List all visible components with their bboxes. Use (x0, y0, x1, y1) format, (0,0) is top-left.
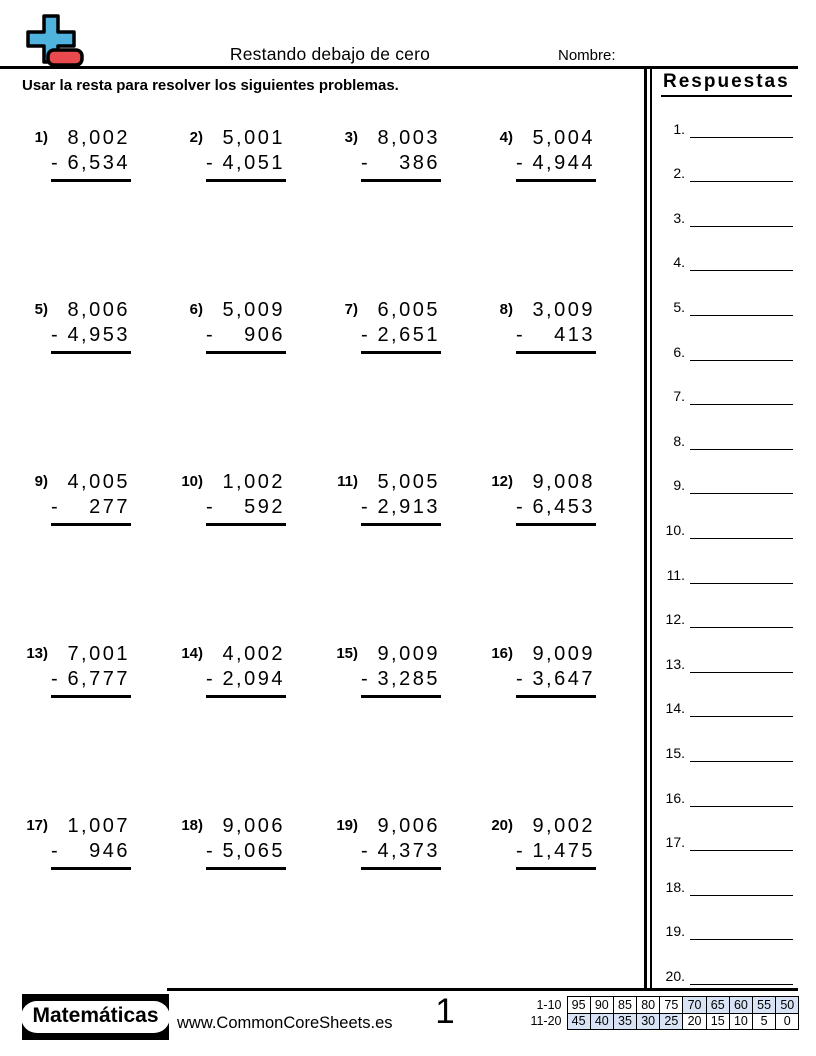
answer-number: 19. (665, 923, 685, 940)
answer-blank-line[interactable] (690, 405, 793, 450)
subtraction-row (51, 839, 131, 864)
problem-body (516, 470, 596, 526)
score-cell: 45 (567, 1013, 590, 1030)
answer-number: 10. (665, 521, 685, 538)
instruction-text: Usar la resta para resolver los siguientes problemas. (22, 77, 399, 94)
subtraction-row (51, 323, 131, 348)
minuend: 6,005 (377, 299, 440, 321)
problem-answer-rule (516, 351, 596, 354)
score-cell: 50 (776, 997, 799, 1014)
score-cell: 55 (753, 997, 776, 1014)
problem-body (51, 814, 131, 870)
problem (485, 642, 640, 814)
answer-item (652, 361, 798, 406)
minuend: 9,006 (222, 815, 285, 837)
subtrahend: 946 (89, 840, 130, 862)
problem-number: 19) (336, 817, 358, 834)
answer-number: 7. (673, 388, 685, 405)
problem (20, 470, 175, 642)
problem-body (361, 470, 441, 526)
answers-list (652, 93, 798, 985)
answer-number: 8. (673, 432, 685, 449)
minus-sign: - (516, 668, 526, 690)
subtrahend: 6,453 (532, 496, 595, 518)
answer-blank-line[interactable] (690, 271, 793, 316)
score-cell: 30 (637, 1013, 660, 1030)
score-cell: 40 (590, 1013, 613, 1030)
minuend: 4,002 (222, 643, 285, 665)
subtraction-row (206, 495, 286, 520)
minuend: 9,002 (532, 815, 595, 837)
subtrahend: 906 (244, 324, 285, 346)
minuend: 8,002 (67, 127, 130, 149)
answer-blank-line[interactable] (690, 896, 793, 941)
problem-body (51, 642, 131, 698)
score-cell: 20 (683, 1013, 706, 1030)
problem (175, 298, 330, 470)
problem-answer-rule (516, 523, 596, 526)
problem-number: 7) (344, 301, 358, 318)
answer-number: 16. (665, 789, 685, 806)
minus-sign: - (361, 496, 371, 518)
problem-answer-rule (206, 867, 286, 870)
answer-number: 13. (665, 655, 685, 672)
minuend: 8,003 (377, 127, 440, 149)
answer-item (652, 539, 798, 584)
problem-number: 12) (491, 473, 513, 490)
answer-number: 9. (673, 477, 685, 494)
problem-answer-rule (516, 179, 596, 182)
minus-sign: - (516, 496, 526, 518)
answer-number: 20. (665, 967, 685, 984)
problem-body (206, 470, 286, 526)
problem (485, 126, 640, 298)
answer-item (652, 584, 798, 629)
minuend: 8,006 (67, 299, 130, 321)
score-row (527, 997, 799, 1014)
minuend: 5,001 (222, 127, 285, 149)
problem (175, 126, 330, 298)
score-cell: 65 (706, 997, 729, 1014)
score-cell: 95 (567, 997, 590, 1014)
minuend: 9,009 (532, 643, 595, 665)
problem-number: 10) (181, 473, 203, 490)
problem-answer-rule (51, 179, 131, 182)
answer-blank-line[interactable] (690, 316, 793, 361)
minus-sign: - (206, 152, 216, 174)
problem-number: 5) (34, 301, 48, 318)
answer-blank-line[interactable] (690, 673, 793, 718)
subtraction-row (361, 667, 441, 692)
answer-item (652, 807, 798, 852)
minus-sign: - (361, 324, 371, 346)
answer-blank-line[interactable] (690, 361, 793, 406)
problem (330, 470, 485, 642)
score-cell: 90 (590, 997, 613, 1014)
minus-sign: - (206, 324, 216, 346)
problem-number: 4) (499, 129, 513, 146)
answer-item (652, 227, 798, 272)
answer-blank-line[interactable] (690, 717, 793, 762)
problem (330, 126, 485, 298)
minus-sign: - (206, 496, 216, 518)
answer-item (652, 182, 798, 227)
problem-answer-rule (361, 523, 441, 526)
problem-body (361, 814, 441, 870)
subtraction-row (361, 839, 441, 864)
problem-answer-rule (51, 351, 131, 354)
answer-item (652, 896, 798, 941)
problem-number: 20) (491, 817, 513, 834)
problem-answer-rule (206, 695, 286, 698)
problem (20, 814, 175, 986)
minuend: 7,001 (67, 643, 130, 665)
problem-body (206, 814, 286, 870)
footer-rule (167, 988, 798, 991)
problem-answer-rule (51, 695, 131, 698)
answers-divider (644, 69, 652, 990)
answer-blank-line[interactable] (690, 539, 793, 584)
problem-number: 17) (26, 817, 48, 834)
problem (20, 642, 175, 814)
minuend: 4,005 (67, 471, 130, 493)
subtrahend: 413 (554, 324, 595, 346)
subtraction-row (516, 839, 596, 864)
subtrahend: 4,373 (377, 840, 440, 862)
problem-body (361, 642, 441, 698)
subtrahend: 6,534 (67, 152, 130, 174)
problem (485, 298, 640, 470)
subtrahend: 2,094 (222, 668, 285, 690)
answer-item (652, 138, 798, 183)
minus-sign: - (51, 152, 61, 174)
minuend: 3,009 (532, 299, 595, 321)
subtrahend: 5,065 (222, 840, 285, 862)
header-rule (0, 66, 798, 69)
minus-sign: - (206, 840, 216, 862)
problem (20, 298, 175, 470)
problem-number: 11) (337, 473, 358, 490)
problem-answer-rule (516, 867, 596, 870)
score-range-label: 1-10 (536, 997, 562, 1012)
problem-number: 8) (499, 301, 513, 318)
answer-number: 3. (673, 209, 685, 226)
problem-body (51, 298, 131, 354)
answer-item (652, 628, 798, 673)
minuend: 1,002 (222, 471, 285, 493)
score-cell: 35 (613, 1013, 636, 1030)
answer-number: 14. (665, 700, 685, 717)
minuend: 5,009 (222, 299, 285, 321)
problem-body (361, 298, 441, 354)
problem-number: 2) (189, 129, 203, 146)
problem-body (361, 126, 441, 182)
subtrahend: 2,913 (377, 496, 440, 518)
problem-number: 15) (336, 645, 358, 662)
answer-number: 4. (673, 254, 685, 271)
subtrahend: 2,651 (377, 324, 440, 346)
minuend: 5,005 (377, 471, 440, 493)
problem-number: 9) (34, 473, 48, 490)
answer-item (652, 762, 798, 807)
answer-number: 17. (665, 834, 685, 851)
name-label: Nombre: (558, 47, 616, 64)
problem-body (51, 126, 131, 182)
answer-number: 1. (673, 120, 685, 137)
minus-sign: - (361, 668, 371, 690)
minus-sign: - (51, 840, 61, 862)
score-cell: 5 (753, 1013, 776, 1030)
minus-sign: - (206, 668, 216, 690)
problem-body (206, 298, 286, 354)
problem (175, 814, 330, 986)
subtrahend: 3,285 (377, 668, 440, 690)
problem-number: 3) (344, 129, 358, 146)
score-cell: 0 (776, 1013, 799, 1030)
answer-item (652, 673, 798, 718)
answer-blank-line[interactable] (690, 227, 793, 272)
answer-number: 6. (673, 343, 685, 360)
answer-item (652, 450, 798, 495)
answer-blank-line[interactable] (690, 940, 793, 985)
site-url: www.CommonCoreSheets.es (177, 1014, 393, 1032)
answer-item (652, 405, 798, 450)
subtrahend: 4,051 (222, 152, 285, 174)
problem-body (206, 126, 286, 182)
problem-body (516, 298, 596, 354)
problem (485, 814, 640, 986)
answer-blank-line[interactable] (690, 762, 793, 807)
subtraction-row (361, 495, 441, 520)
minus-sign: - (516, 324, 526, 346)
problems-grid (20, 126, 640, 986)
answer-item (652, 717, 798, 762)
problem-number: 14) (181, 645, 203, 662)
minus-sign: - (516, 152, 526, 174)
score-row (527, 1013, 799, 1030)
subtraction-row (516, 151, 596, 176)
problem-number: 6) (189, 301, 203, 318)
score-cell: 85 (613, 997, 636, 1014)
problem-answer-rule (361, 351, 441, 354)
answer-item (652, 271, 798, 316)
answer-item (652, 940, 798, 985)
minuend: 1,007 (67, 815, 130, 837)
problem-answer-rule (516, 695, 596, 698)
answer-blank-line[interactable] (690, 93, 793, 138)
score-cell: 80 (637, 997, 660, 1014)
problem-answer-rule (206, 179, 286, 182)
minus-sign: - (361, 840, 371, 862)
answer-blank-line[interactable] (690, 494, 793, 539)
problem-answer-rule (361, 695, 441, 698)
problem-body (516, 814, 596, 870)
subtraction-row (516, 323, 596, 348)
minuend: 9,008 (532, 471, 595, 493)
problem (175, 470, 330, 642)
answer-number: 15. (665, 744, 685, 761)
answer-blank-line[interactable] (690, 628, 793, 673)
minuend: 9,006 (377, 815, 440, 837)
answers-title: Respuestas (661, 71, 792, 97)
answer-item (652, 494, 798, 539)
subtrahend: 3,647 (532, 668, 595, 690)
subtraction-row (361, 323, 441, 348)
answer-blank-line[interactable] (690, 182, 793, 227)
problem (485, 470, 640, 642)
problem (330, 814, 485, 986)
problem-number: 18) (181, 817, 203, 834)
subtrahend: 6,777 (67, 668, 130, 690)
subtraction-row (51, 495, 131, 520)
problem-answer-rule (206, 351, 286, 354)
page-title: Restando debajo de cero (229, 44, 431, 64)
answer-item (652, 93, 798, 138)
minus-sign: - (361, 152, 371, 174)
minuend: 5,004 (532, 127, 595, 149)
answer-blank-line[interactable] (690, 807, 793, 852)
subtraction-row (516, 495, 596, 520)
score-cell: 25 (660, 1013, 683, 1030)
answer-number: 12. (665, 611, 685, 628)
score-cell: 70 (683, 997, 706, 1014)
answer-number: 18. (665, 878, 685, 895)
score-cell: 15 (706, 1013, 729, 1030)
minus-sign: - (516, 840, 526, 862)
subtraction-row (516, 667, 596, 692)
answer-blank-line[interactable] (690, 138, 793, 183)
problem (175, 642, 330, 814)
score-range-label: 11-20 (530, 1014, 562, 1029)
problem (330, 642, 485, 814)
minus-sign: - (51, 324, 61, 346)
problem-answer-rule (51, 523, 131, 526)
answer-blank-line[interactable] (690, 450, 793, 495)
answer-number: 2. (673, 165, 685, 182)
problem (20, 126, 175, 298)
problem-answer-rule (51, 867, 131, 870)
minuend: 9,009 (377, 643, 440, 665)
problem-body (51, 470, 131, 526)
score-cell: 10 (729, 1013, 752, 1030)
answer-item (652, 316, 798, 361)
answer-item (652, 851, 798, 896)
score-cell: 60 (729, 997, 752, 1014)
problem-body (516, 642, 596, 698)
problem-number: 13) (26, 645, 48, 662)
score-table (527, 996, 799, 1030)
minus-sign: - (51, 668, 61, 690)
page-number: 1 (435, 992, 455, 1031)
subtraction-row (206, 667, 286, 692)
minus-sign: - (51, 496, 61, 518)
answer-blank-line[interactable] (690, 851, 793, 896)
subtrahend: 4,953 (67, 324, 130, 346)
answer-number: 11. (666, 566, 685, 583)
subtrahend: 277 (89, 496, 130, 518)
subtrahend: 4,944 (532, 152, 595, 174)
problem-body (516, 126, 596, 182)
brand-box (22, 994, 169, 1040)
problem-number: 16) (491, 645, 513, 662)
problem-body (206, 642, 286, 698)
problem (330, 298, 485, 470)
problem-answer-rule (361, 867, 441, 870)
subtraction-row (206, 839, 286, 864)
subtraction-row (206, 323, 286, 348)
problem-number: 1) (34, 129, 48, 146)
problem-answer-rule (206, 523, 286, 526)
subtraction-row (51, 151, 131, 176)
problem-answer-rule (361, 179, 441, 182)
subtraction-row (206, 151, 286, 176)
subtraction-row (361, 151, 441, 176)
score-cell: 75 (660, 997, 683, 1014)
subtrahend: 1,475 (532, 840, 595, 862)
answer-blank-line[interactable] (690, 584, 793, 629)
subtrahend: 592 (244, 496, 285, 518)
subtrahend: 386 (399, 152, 440, 174)
brand-label: Matemáticas (21, 1001, 169, 1033)
subtraction-row (51, 667, 131, 692)
answer-number: 5. (673, 298, 685, 315)
